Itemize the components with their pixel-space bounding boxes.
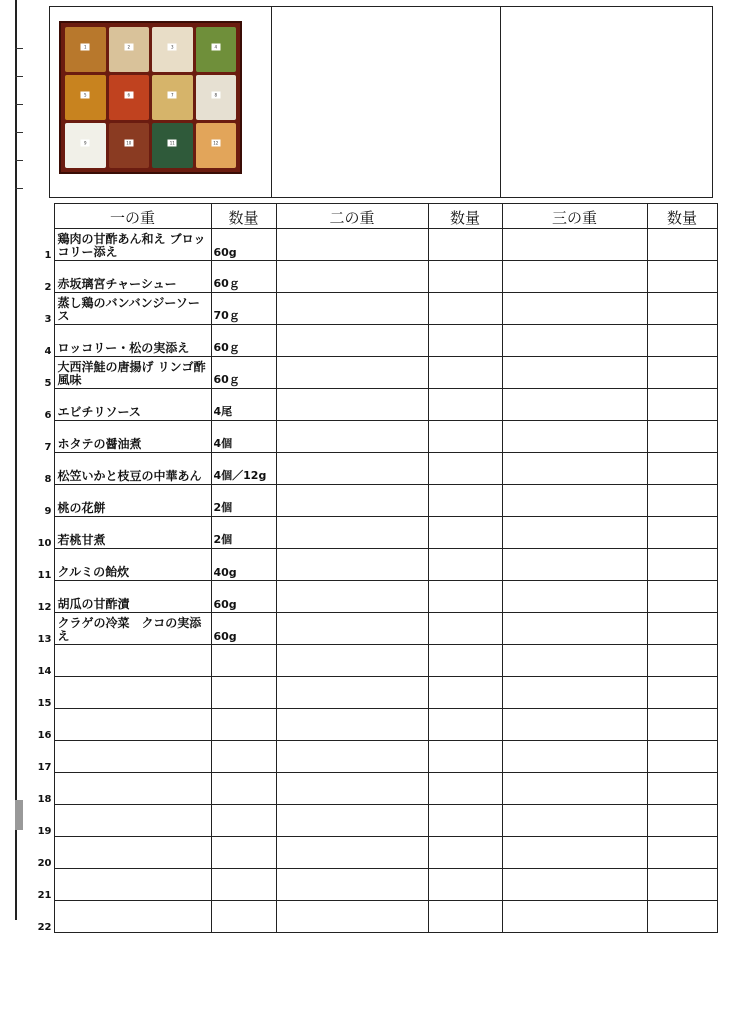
tier3-item-qty [647,709,717,741]
tier1-item-name [54,645,211,677]
row-number: 16 [19,709,54,741]
tier3-item-name [502,485,647,517]
tier3-item-name [502,357,647,389]
photo-cell-tier1 [50,7,272,197]
row-number: 21 [19,869,54,901]
tier1-item-qty: 4尾 [211,389,276,421]
tier1-item-qty [211,837,276,869]
bento-number-label: 4 [211,44,220,51]
bento-compartment [152,123,193,168]
row-number: 6 [19,389,54,421]
tier3-item-qty [647,325,717,357]
tier2-item-name [276,741,428,773]
row-number: 14 [19,645,54,677]
tier3-item-qty [647,389,717,421]
bento-number-label: 8 [211,92,220,99]
tier1-item-name: 若桃甘煮 [54,517,211,549]
bento-number-label: 3 [168,44,177,51]
tier2-item-qty [428,421,502,453]
tier2-item-name [276,709,428,741]
tier3-item-name [502,805,647,837]
row-number: 4 [19,325,54,357]
left-margin-line [15,0,17,920]
tier1-item-qty [211,645,276,677]
tier2-item-name [276,677,428,709]
bento-compartment [152,75,193,120]
tier1-item-name [54,677,211,709]
table-row [19,293,717,325]
tier3-item-qty [647,261,717,293]
table-row [19,517,717,549]
bento-number-label: 1 [81,44,90,51]
tier3-item-qty [647,453,717,485]
tier3-item-name [502,613,647,645]
row-number: 12 [19,581,54,613]
header-qty3: 数量 [647,204,717,229]
tier1-item-qty [211,677,276,709]
tier1-item-qty [211,869,276,901]
left-tick [15,104,23,105]
tier3-item-name [502,581,647,613]
tier2-item-qty [428,709,502,741]
tier3-item-name [502,901,647,933]
tier3-item-name [502,645,647,677]
tier2-item-name [276,389,428,421]
bento-number-label: 2 [124,44,133,51]
tier2-item-name [276,485,428,517]
tier1-item-qty: 2個 [211,517,276,549]
bento-number-label: 9 [81,140,90,147]
tier2-item-qty [428,229,502,261]
tier1-item-qty: 60ｇ [211,325,276,357]
header-qty1: 数量 [211,204,276,229]
row-number: 17 [19,741,54,773]
bento-photo [59,21,242,174]
tier3-item-name [502,517,647,549]
tier2-item-qty [428,613,502,645]
tier1-item-name: ロッコリー・松の実添え [54,325,211,357]
row-number: 3 [19,293,54,325]
tier1-item-qty: 4個／12g [211,453,276,485]
tier3-item-qty [647,229,717,261]
tier3-item-name [502,261,647,293]
tier3-item-name [502,229,647,261]
photo-row [49,6,713,198]
table-row [19,261,717,293]
bento-compartment [65,123,106,168]
tier3-item-name [502,741,647,773]
tier2-item-qty [428,773,502,805]
table-row [19,453,717,485]
tier1-item-qty: 60g [211,229,276,261]
photo-cell-tier3 [501,7,712,197]
tier2-item-name [276,453,428,485]
tier2-item-qty [428,389,502,421]
tier2-item-qty [428,549,502,581]
tier2-item-name [276,357,428,389]
tier1-item-name [54,805,211,837]
tier3-item-qty [647,485,717,517]
tier2-item-name [276,773,428,805]
table-row [19,709,717,741]
left-tick [15,188,23,189]
tier1-item-name [54,837,211,869]
photo-cell-tier2 [272,7,501,197]
tier2-item-qty [428,677,502,709]
tier2-item-name [276,325,428,357]
bento-number-label: 10 [126,140,132,146]
tier1-item-qty: 4個 [211,421,276,453]
row-number: 18 [19,773,54,805]
table-row [19,581,717,613]
tier3-item-name [502,773,647,805]
tier1-item-name [54,773,211,805]
table-row [19,549,717,581]
header-row [19,204,717,229]
tier3-item-name [502,837,647,869]
row-number: 15 [19,677,54,709]
tier1-item-name: 大西洋鮭の唐揚げ リンゴ酢風味 [54,357,211,389]
header-number [19,204,54,229]
row-number: 1 [19,229,54,261]
table-row [19,773,717,805]
tier3-item-qty [647,677,717,709]
row-number: 22 [19,901,54,933]
tier1-item-qty: 60ｇ [211,357,276,389]
tier3-item-qty [647,837,717,869]
tier2-item-name [276,645,428,677]
bento-compartment [196,75,237,120]
tier2-item-name [276,517,428,549]
tier3-item-qty [647,869,717,901]
table-row [19,229,717,261]
tier3-item-name [502,421,647,453]
bento-number-label: 12 [213,140,219,146]
tier1-item-qty [211,709,276,741]
tier3-item-name [502,709,647,741]
tier3-item-name [502,293,647,325]
tier1-item-name [54,901,211,933]
bento-compartment [196,123,237,168]
tier2-item-qty [428,453,502,485]
row-number: 13 [19,613,54,645]
table-row [19,837,717,869]
tier1-item-name: 松笠いかと枝豆の中華あん [54,453,211,485]
table-row [19,389,717,421]
tier1-item-name: 蒸し鶏のバンバンジーソース [54,293,211,325]
tier1-item-qty: 60g [211,613,276,645]
header-qty2: 数量 [428,204,502,229]
tier3-item-name [502,453,647,485]
left-tick [15,76,23,77]
tier1-item-name: ホタテの醤油煮 [54,421,211,453]
tier1-item-qty: 2個 [211,485,276,517]
tier2-item-qty [428,293,502,325]
tier2-item-qty [428,357,502,389]
tier3-item-name [502,549,647,581]
tier1-item-qty [211,805,276,837]
row-number: 8 [19,453,54,485]
tier1-item-qty: 60ｇ [211,261,276,293]
tier3-item-name [502,325,647,357]
tier2-item-name [276,613,428,645]
tier2-item-name [276,229,428,261]
tier2-item-name [276,901,428,933]
tier2-item-name [276,805,428,837]
bento-compartment [109,27,150,72]
row-number: 10 [19,517,54,549]
tier2-item-name [276,869,428,901]
tier2-item-qty [428,261,502,293]
tier3-item-qty [647,517,717,549]
tier3-item-name [502,869,647,901]
tier1-item-name: 赤坂璃宮チャーシュー [54,261,211,293]
tier2-item-qty [428,741,502,773]
row-number: 19 [19,805,54,837]
header-tier2: 二の重 [276,204,428,229]
tier3-item-qty [647,549,717,581]
tier3-item-qty [647,901,717,933]
header-tier3: 三の重 [502,204,647,229]
tier1-item-qty [211,901,276,933]
tier2-item-qty [428,837,502,869]
row-number: 20 [19,837,54,869]
tier3-item-qty [647,293,717,325]
row-number: 11 [19,549,54,581]
tier2-item-qty [428,645,502,677]
tier3-item-name [502,389,647,421]
header-tier1: 一の重 [54,204,211,229]
tier1-item-name: 鶏肉の甘酢あん和え ブロッコリー添え [54,229,211,261]
tier2-item-qty [428,581,502,613]
table-row [19,741,717,773]
tier1-item-name [54,869,211,901]
row-number: 7 [19,421,54,453]
tier3-item-qty [647,357,717,389]
left-tick [15,48,23,49]
tier1-item-name: 胡瓜の甘酢漬 [54,581,211,613]
tier2-item-qty [428,805,502,837]
tier2-item-qty [428,869,502,901]
bento-number-label: 11 [169,140,175,146]
tier1-item-name: エビチリソース [54,389,211,421]
row-number: 5 [19,357,54,389]
tier1-item-name: 桃の花餅 [54,485,211,517]
tier3-item-qty [647,421,717,453]
tier1-item-qty: 70ｇ [211,293,276,325]
menu-table [19,203,718,933]
table-row [19,901,717,933]
bento-compartment [65,27,106,72]
bento-number-label: 6 [124,92,133,99]
tier1-item-name [54,741,211,773]
tier2-item-qty [428,325,502,357]
table-row [19,325,717,357]
bento-compartment [196,27,237,72]
bento-compartment [152,27,193,72]
tier1-item-name [54,709,211,741]
tier2-item-name [276,293,428,325]
tier1-item-qty [211,741,276,773]
tier2-item-name [276,837,428,869]
left-tick [15,132,23,133]
tier1-item-qty [211,773,276,805]
table-row [19,677,717,709]
table-row [19,357,717,389]
table-row [19,869,717,901]
tier3-item-qty [647,581,717,613]
tier2-item-name [276,581,428,613]
tier3-item-qty [647,613,717,645]
table-row [19,613,717,645]
tier3-item-qty [647,805,717,837]
tier1-item-qty: 40g [211,549,276,581]
bento-number-label: 5 [81,92,90,99]
table-row [19,421,717,453]
tier3-item-qty [647,645,717,677]
tier2-item-qty [428,517,502,549]
bento-compartment [109,123,150,168]
tier1-item-name: クラゲの冷菜 クコの実添え [54,613,211,645]
tier2-item-name [276,261,428,293]
tier2-item-qty [428,901,502,933]
tier3-item-qty [647,741,717,773]
table-row [19,485,717,517]
tier1-item-name: クルミの飴炊 [54,549,211,581]
row-number: 9 [19,485,54,517]
left-tick [15,160,23,161]
tier3-item-qty [647,773,717,805]
table-row [19,805,717,837]
bento-number-label: 7 [168,92,177,99]
tier3-item-name [502,677,647,709]
bento-compartment [109,75,150,120]
bento-compartment [65,75,106,120]
tier2-item-name [276,421,428,453]
tier2-item-qty [428,485,502,517]
tier1-item-qty: 60g [211,581,276,613]
table-row [19,645,717,677]
row-number: 2 [19,261,54,293]
tier2-item-name [276,549,428,581]
